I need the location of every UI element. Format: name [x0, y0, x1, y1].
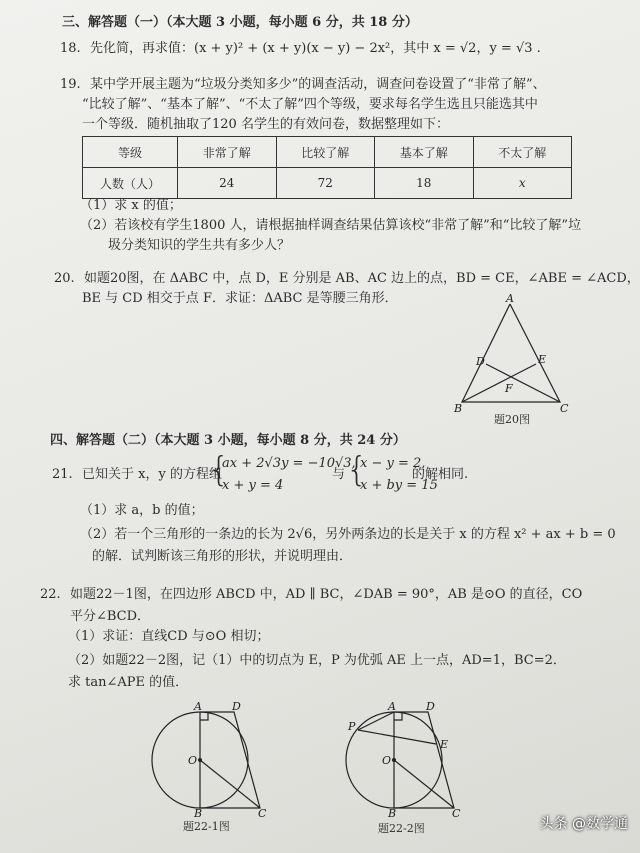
label-c: C — [560, 402, 569, 415]
section-3-title: 三、解答题（一）（本大题 3 小题，每小题 6 分，共 18 分） — [62, 15, 418, 30]
question-19-line-1 — [60, 76, 546, 94]
question-19-line-2: “比较了解”、“基本了解”、“不太了解”四个等级，要求每名学生选且只能选其中 — [82, 97, 538, 112]
question-20-number: 20. — [54, 271, 75, 286]
section-4-title: 四、解答题（二）（本大题 3 小题，每小题 8 分，共 24 分） — [50, 433, 406, 448]
question-19-number: 19. — [60, 77, 81, 92]
question-19-part-2-line-1: （2）若该校有学生1800 人，请根据抽样调查结果估算该校“非常了解”和“比较了解”垃 — [80, 218, 582, 233]
figure-20-caption: 题20图 — [494, 413, 530, 426]
table-cell: 72 — [276, 168, 375, 199]
figure-22-1 — [150, 700, 280, 822]
table-cell: 24 — [178, 168, 277, 199]
table-cell: x — [473, 168, 572, 199]
label-b: B — [388, 807, 397, 818]
question-18-number: 18. — [60, 41, 81, 56]
right-angle-mark — [394, 712, 402, 720]
question-19-part-1: （1）求 x 的值； — [80, 198, 182, 213]
table-row-label: 人数（人） — [83, 168, 178, 199]
brace-left-2: { — [346, 450, 368, 490]
question-22-line-2: 平分∠BCD． — [70, 609, 151, 624]
label-b: B — [454, 402, 463, 415]
segment-be — [462, 364, 536, 402]
figure-22-1-caption: 题22-1图 — [183, 820, 230, 833]
question-21-number: 21. — [52, 467, 73, 482]
question-18 — [60, 40, 541, 58]
table-header-cell: 比较了解 — [276, 137, 375, 168]
label-d: D — [232, 700, 241, 713]
table-header-cell: 不太了解 — [473, 137, 572, 168]
label-b: B — [194, 807, 203, 818]
survey-table — [82, 136, 572, 199]
label-f: F — [505, 382, 513, 395]
quadrilateral-abcd — [200, 712, 260, 808]
figure-22-2-caption: 题22-2图 — [378, 822, 425, 835]
center-dot — [198, 758, 202, 762]
question-19-line-3: 一个等级．随机抽取了120 名学生的有效问卷，数据整理如下： — [82, 117, 449, 132]
question-21-part-2-line-2: 的解．试判断该三角形的形状，并说明理由． — [92, 549, 353, 564]
system-2-eq-1: x − y = 2, — [360, 456, 426, 471]
label-c: C — [452, 807, 461, 818]
system-2-eq-2: x + by = 15 — [360, 478, 438, 493]
table-header-row — [83, 137, 572, 168]
question-21-outro: 的解相同. — [412, 467, 469, 482]
figure-22-1-svg — [150, 700, 280, 818]
table-header-cell: 非常了解 — [178, 137, 277, 168]
segment-pa — [358, 712, 394, 730]
label-d: D — [476, 355, 485, 368]
question-18-text: 先化简，再求值：(x + y)² + (x + y)(x − y) − 2x²，其中 x = √2，y = √3 . — [90, 41, 541, 56]
system-connector: 与 — [332, 467, 346, 482]
question-21-part-2-line-1: （2）若一个三角形的一条边的长为 2√6，另外两条边的长是关于 x 的方程 x² + ax + b = 0 — [80, 527, 616, 542]
watermark: 头条 @数学通 — [539, 816, 628, 832]
question-22-part-1: （1）求证：直线CD 与⊙O 相切； — [68, 629, 270, 644]
brace-left-1: { — [208, 450, 230, 490]
label-p: P — [348, 720, 356, 733]
quadrilateral-abcd — [394, 712, 454, 808]
question-22-text-1: 如题22－1图，在四边形 ABCD 中，AD ∥ BC，∠DAB = 90°，AB 是⊙O 的直径，CO — [70, 587, 583, 602]
question-20-line-2: BE 与 CD 相交于点 F．求证：ΔABC 是等腰三角形． — [82, 291, 398, 306]
question-22-part-2-line-1: （2）如题22－2图，记（1）中的切点为 E，P 为优弧 AE 上一点，AD=1，BC=2． — [68, 653, 566, 668]
segment-pe — [358, 730, 436, 744]
question-22-number: 22. — [40, 587, 61, 602]
label-a: A — [388, 700, 396, 713]
label-a: A — [194, 700, 202, 713]
question-20-line-1 — [54, 270, 640, 288]
figure-20-svg — [448, 292, 578, 416]
segment-oc — [394, 760, 454, 808]
question-21-intro — [52, 466, 222, 484]
label-a: A — [506, 292, 514, 305]
figure-22-2 — [344, 700, 474, 822]
table-row — [83, 168, 572, 199]
question-19-text-1: 某中学开展主题为“垃圾分类知多少”的调查活动，调查问卷设置了“非常了解”、 — [90, 77, 546, 92]
label-e: E — [440, 738, 449, 751]
label-o: O — [188, 754, 198, 767]
label-c: C — [258, 807, 267, 818]
center-dot — [392, 758, 396, 762]
right-angle-mark — [200, 712, 208, 720]
table-cell: 18 — [375, 168, 474, 199]
segment-oc — [200, 760, 260, 808]
question-22-part-2-line-2: 求 tan∠APE 的值． — [68, 675, 189, 690]
label-e: E — [538, 353, 547, 366]
segment-dc — [486, 364, 560, 402]
question-20-text-1: 如题20图，在 ΔABC 中，点 D，E 分别是 AB、AC 边上的点，BD = CE，∠ABE = ∠ACD， — [84, 271, 640, 286]
system-1-eq-1: ax + 2√3y = −10√3, — [222, 456, 356, 471]
figure-20 — [448, 292, 578, 420]
question-21-part-1: （1）求 a，b 的值； — [80, 503, 204, 518]
table-header-cell: 基本了解 — [375, 137, 474, 168]
table-header-cell: 等级 — [83, 137, 178, 168]
system-1-eq-2: x + y = 4 — [222, 478, 284, 493]
question-19-part-2-line-2: 圾分类知识的学生共有多少人？ — [108, 238, 291, 253]
question-21-intro-text: 已知关于 x，y 的方程组 — [82, 467, 222, 482]
question-22-line-1 — [40, 586, 582, 604]
label-o: O — [382, 754, 392, 767]
figure-22-2-svg — [344, 700, 474, 818]
label-d: D — [426, 700, 435, 713]
